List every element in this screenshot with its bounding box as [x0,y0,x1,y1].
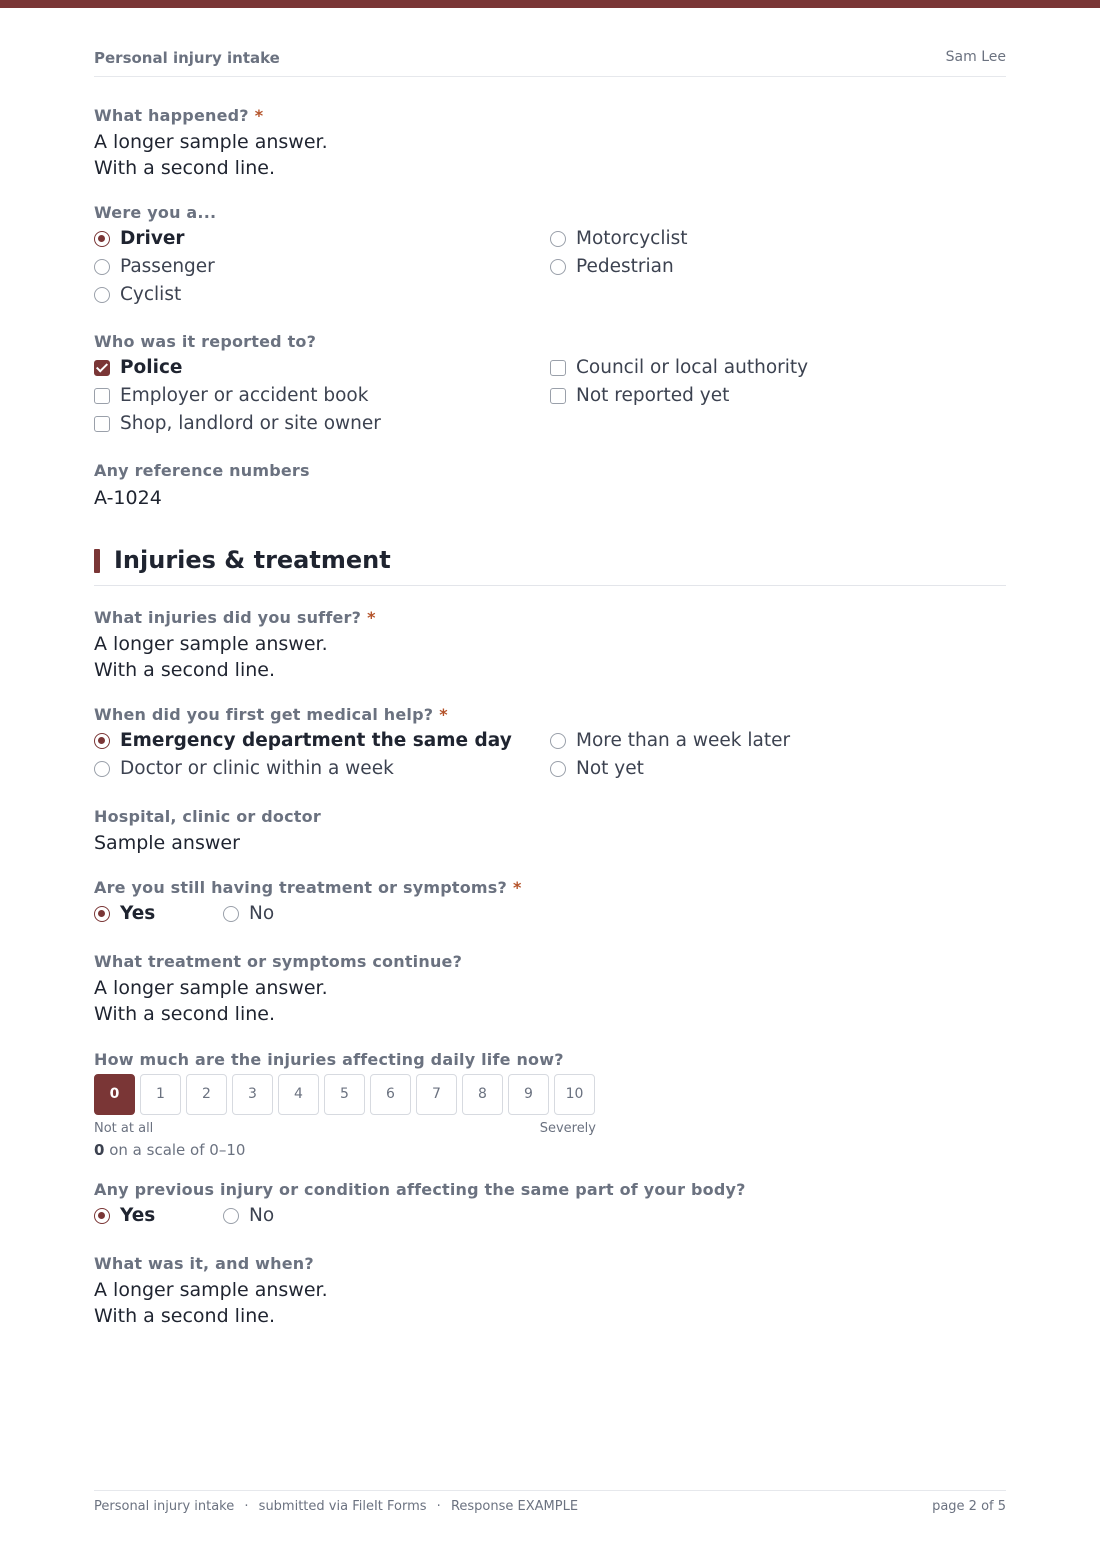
scale-option-1[interactable]: 1 [140,1074,181,1115]
answer-injuries [94,631,328,683]
required-marker: * [367,608,376,627]
option-label: More than a week later [576,730,791,751]
footer-info [94,1499,578,1514]
answer-line: With a second line. [94,1305,275,1327]
radio-selected-icon [94,231,110,247]
radio-empty-icon [550,733,566,749]
scale-high-label: Severely [539,1121,596,1136]
option-label: Yes [120,903,156,924]
question-label: What happened? [94,106,249,125]
radio-empty-icon [223,1208,239,1224]
answer-previous-detail [94,1277,328,1329]
question-label: What injuries did you suffer? [94,608,362,627]
scale-option-5[interactable]: 5 [324,1074,365,1115]
checkbox-empty-icon [94,388,110,404]
required-marker: * [439,705,448,724]
option-label: Passenger [120,256,215,277]
footer-separator: · [436,1499,441,1514]
answer-hospital: Sample answer [94,832,240,854]
option-label: Cyclist [120,284,182,305]
scale-option-0[interactable]: 0 [94,1074,135,1115]
scale-value-readout [94,1141,245,1159]
answer-line: With a second line. [94,659,275,681]
footer-form-name: Personal injury intake [94,1499,235,1514]
answer-what-happened [94,129,328,181]
question-label: When did you first get medical help? [94,705,434,724]
scale-option-9[interactable]: 9 [508,1074,549,1115]
option-label: Shop, landlord or site owner [120,413,381,434]
question-ongoing-treatment [94,878,522,897]
checkbox-empty-icon [550,388,566,404]
question-label: Are you still having treatment or symptoms? [94,878,508,897]
scale-option-8[interactable]: 8 [462,1074,503,1115]
scale-option-4[interactable]: 4 [278,1074,319,1115]
option-label: Doctor or clinic within a week [120,758,394,779]
question-medical-help [94,705,448,724]
accent-top-bar [0,0,1100,8]
question-reference-numbers: Any reference numbers [94,461,310,480]
scale-option-3[interactable]: 3 [232,1074,273,1115]
checkbox-empty-icon [550,360,566,376]
page-number: page 2 of 5 [932,1499,1006,1514]
footer-separator: · [244,1499,249,1514]
question-role: Were you a... [94,203,217,222]
question-previous-detail: What was it, and when? [94,1254,314,1273]
radio-selected-icon [94,733,110,749]
footer-submitted: submitted via FileIt Forms [258,1499,427,1514]
option-label: Police [120,357,183,378]
scale-option-10[interactable]: 10 [554,1074,595,1115]
question-injuries [94,608,376,627]
option-label: Employer or accident book [120,385,369,406]
scale-value-suffix: on a scale of 0–10 [109,1141,246,1159]
answer-line: With a second line. [94,1003,275,1025]
question-reported-to: Who was it reported to? [94,332,317,351]
answer-continuing-symptoms [94,975,328,1027]
option-label: Pedestrian [576,256,674,277]
radio-empty-icon [223,906,239,922]
answer-line: A longer sample answer. [94,131,328,153]
answer-line: With a second line. [94,157,275,179]
option-label: Emergency department the same day [120,730,512,751]
footer-response: Response EXAMPLE [450,1499,579,1514]
option-label: Yes [120,1205,156,1226]
checkbox-checked-icon [94,360,110,376]
radio-empty-icon [550,259,566,275]
form-title: Personal injury intake [94,49,280,67]
section-accent-bar [94,549,100,573]
scale-option-6[interactable]: 6 [370,1074,411,1115]
page-footer [94,1490,1006,1520]
question-what-happened [94,106,263,125]
option-label: Not yet [576,758,644,779]
section-title: Injuries & treatment [114,546,391,574]
radio-empty-icon [94,259,110,275]
radio-empty-icon [550,761,566,777]
answer-line: A longer sample answer. [94,633,328,655]
checkbox-empty-icon [94,416,110,432]
section-heading [94,546,1006,586]
radio-empty-icon [94,287,110,303]
required-marker: * [513,878,522,897]
option-label: No [249,903,275,924]
question-daily-impact: How much are the injuries affecting daily life now? [94,1050,564,1069]
radio-selected-icon [94,906,110,922]
respondent-name: Sam Lee [945,49,1006,65]
radio-empty-icon [94,761,110,777]
question-continuing-symptoms: What treatment or symptoms continue? [94,952,463,971]
option-label: No [249,1205,275,1226]
required-marker: * [254,106,264,125]
answer-reference-numbers: A-1024 [94,487,162,509]
question-hospital: Hospital, clinic or doctor [94,807,321,826]
scale-option-2[interactable]: 2 [186,1074,227,1115]
scale-option-7[interactable]: 7 [416,1074,457,1115]
option-label: Motorcyclist [576,228,688,249]
answer-line: A longer sample answer. [94,977,328,999]
radio-empty-icon [550,231,566,247]
question-previous-injury: Any previous injury or condition affecting the same part of your body? [94,1180,746,1199]
option-label: Driver [120,228,185,249]
option-label: Not reported yet [576,385,730,406]
radio-selected-icon [94,1208,110,1224]
page-header [94,49,1006,77]
option-label: Council or local authority [576,357,809,378]
scale-low-label: Not at all [94,1121,154,1136]
scale-value: 0 [94,1141,105,1159]
answer-line: A longer sample answer. [94,1279,328,1301]
